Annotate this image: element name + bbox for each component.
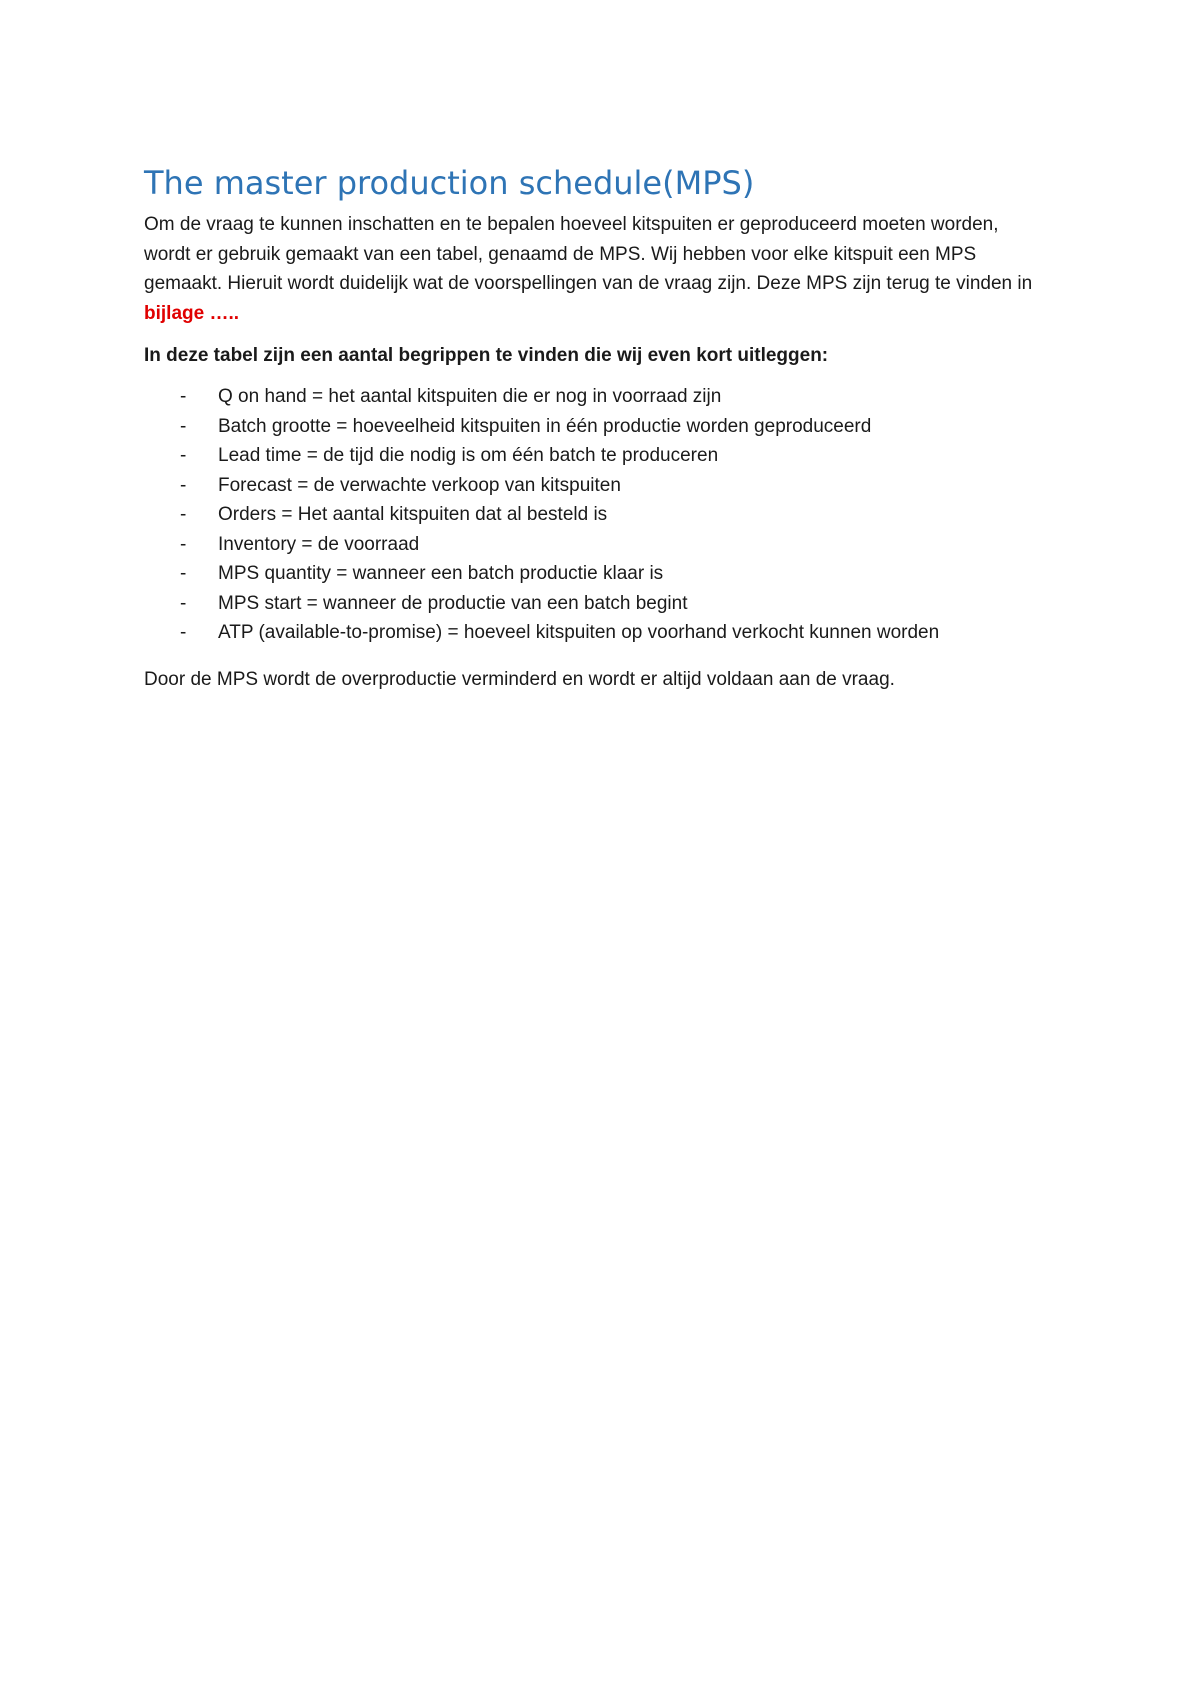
list-item-text: MPS start = wanneer de productie van een batch begint xyxy=(218,592,688,614)
list-bullet: - xyxy=(180,445,187,466)
closing-paragraph: Door de MPS wordt de overproductie verminderd en wordt er altijd voldaan aan de vraag. xyxy=(144,668,895,690)
list-item xyxy=(144,412,1044,442)
list-item-text: MPS quantity = wanneer een batch productie klaar is xyxy=(218,563,664,584)
document-content xyxy=(144,162,1044,694)
list-bullet: - xyxy=(180,592,187,614)
list-item-text: Forecast = de verwachte verkoop van kitspuiten xyxy=(218,474,621,496)
list-item xyxy=(144,500,1044,530)
intro-paragraph xyxy=(144,210,1044,328)
list-item xyxy=(144,471,1044,501)
list-item-text: Batch grootte = hoeveelheid kitspuiten in één productie worden geproduceerd xyxy=(218,415,872,437)
list-bullet: - xyxy=(180,386,187,407)
terms-intro-heading: In deze tabel zijn een aantal begrippen te vinden die wij even kort uitleggen: xyxy=(144,345,829,366)
list-bullet: - xyxy=(180,504,187,525)
list-item-text: Inventory = de voorraad xyxy=(218,533,420,555)
list-item-text: Orders = Het aantal kitspuiten dat al besteld is xyxy=(218,504,608,525)
document-title: The master production schedule(MPS) xyxy=(144,164,755,202)
appendix-reference: bijlage ….. xyxy=(144,302,240,324)
list-item xyxy=(144,589,1044,619)
list-bullet: - xyxy=(180,563,187,584)
list-item xyxy=(144,441,1044,471)
intro-paragraph-text: Om de vraag te kunnen inschatten en te bepalen hoeveel kitspuiten er geproduceerd moeten worden, wordt er gebruik gemaakt van een tabel, genaamd de MPS. Wij hebben voor elke kitspuit een MPS gemaakt. Hieruit wordt duidelijk wat de voorspellingen van de vraag zijn. Deze MPS zijn terug te vinden in xyxy=(144,214,1033,294)
list-item-text: Q on hand = het aantal kitspuiten die er nog in voorraad zijn xyxy=(218,386,722,407)
list-item-text: Lead time = de tijd die nodig is om één batch te produceren xyxy=(218,445,719,466)
list-bullet: - xyxy=(180,533,187,555)
list-item xyxy=(144,618,1044,648)
list-item xyxy=(144,530,1044,560)
terms-list xyxy=(144,382,1044,648)
list-item-text: ATP (available-to-promise) = hoeveel kitspuiten op voorhand verkocht kunnen worden xyxy=(218,622,940,643)
list-bullet: - xyxy=(180,622,187,643)
list-item xyxy=(144,559,1044,589)
list-bullet: - xyxy=(180,474,187,496)
list-item xyxy=(144,382,1044,412)
list-bullet: - xyxy=(180,415,187,437)
